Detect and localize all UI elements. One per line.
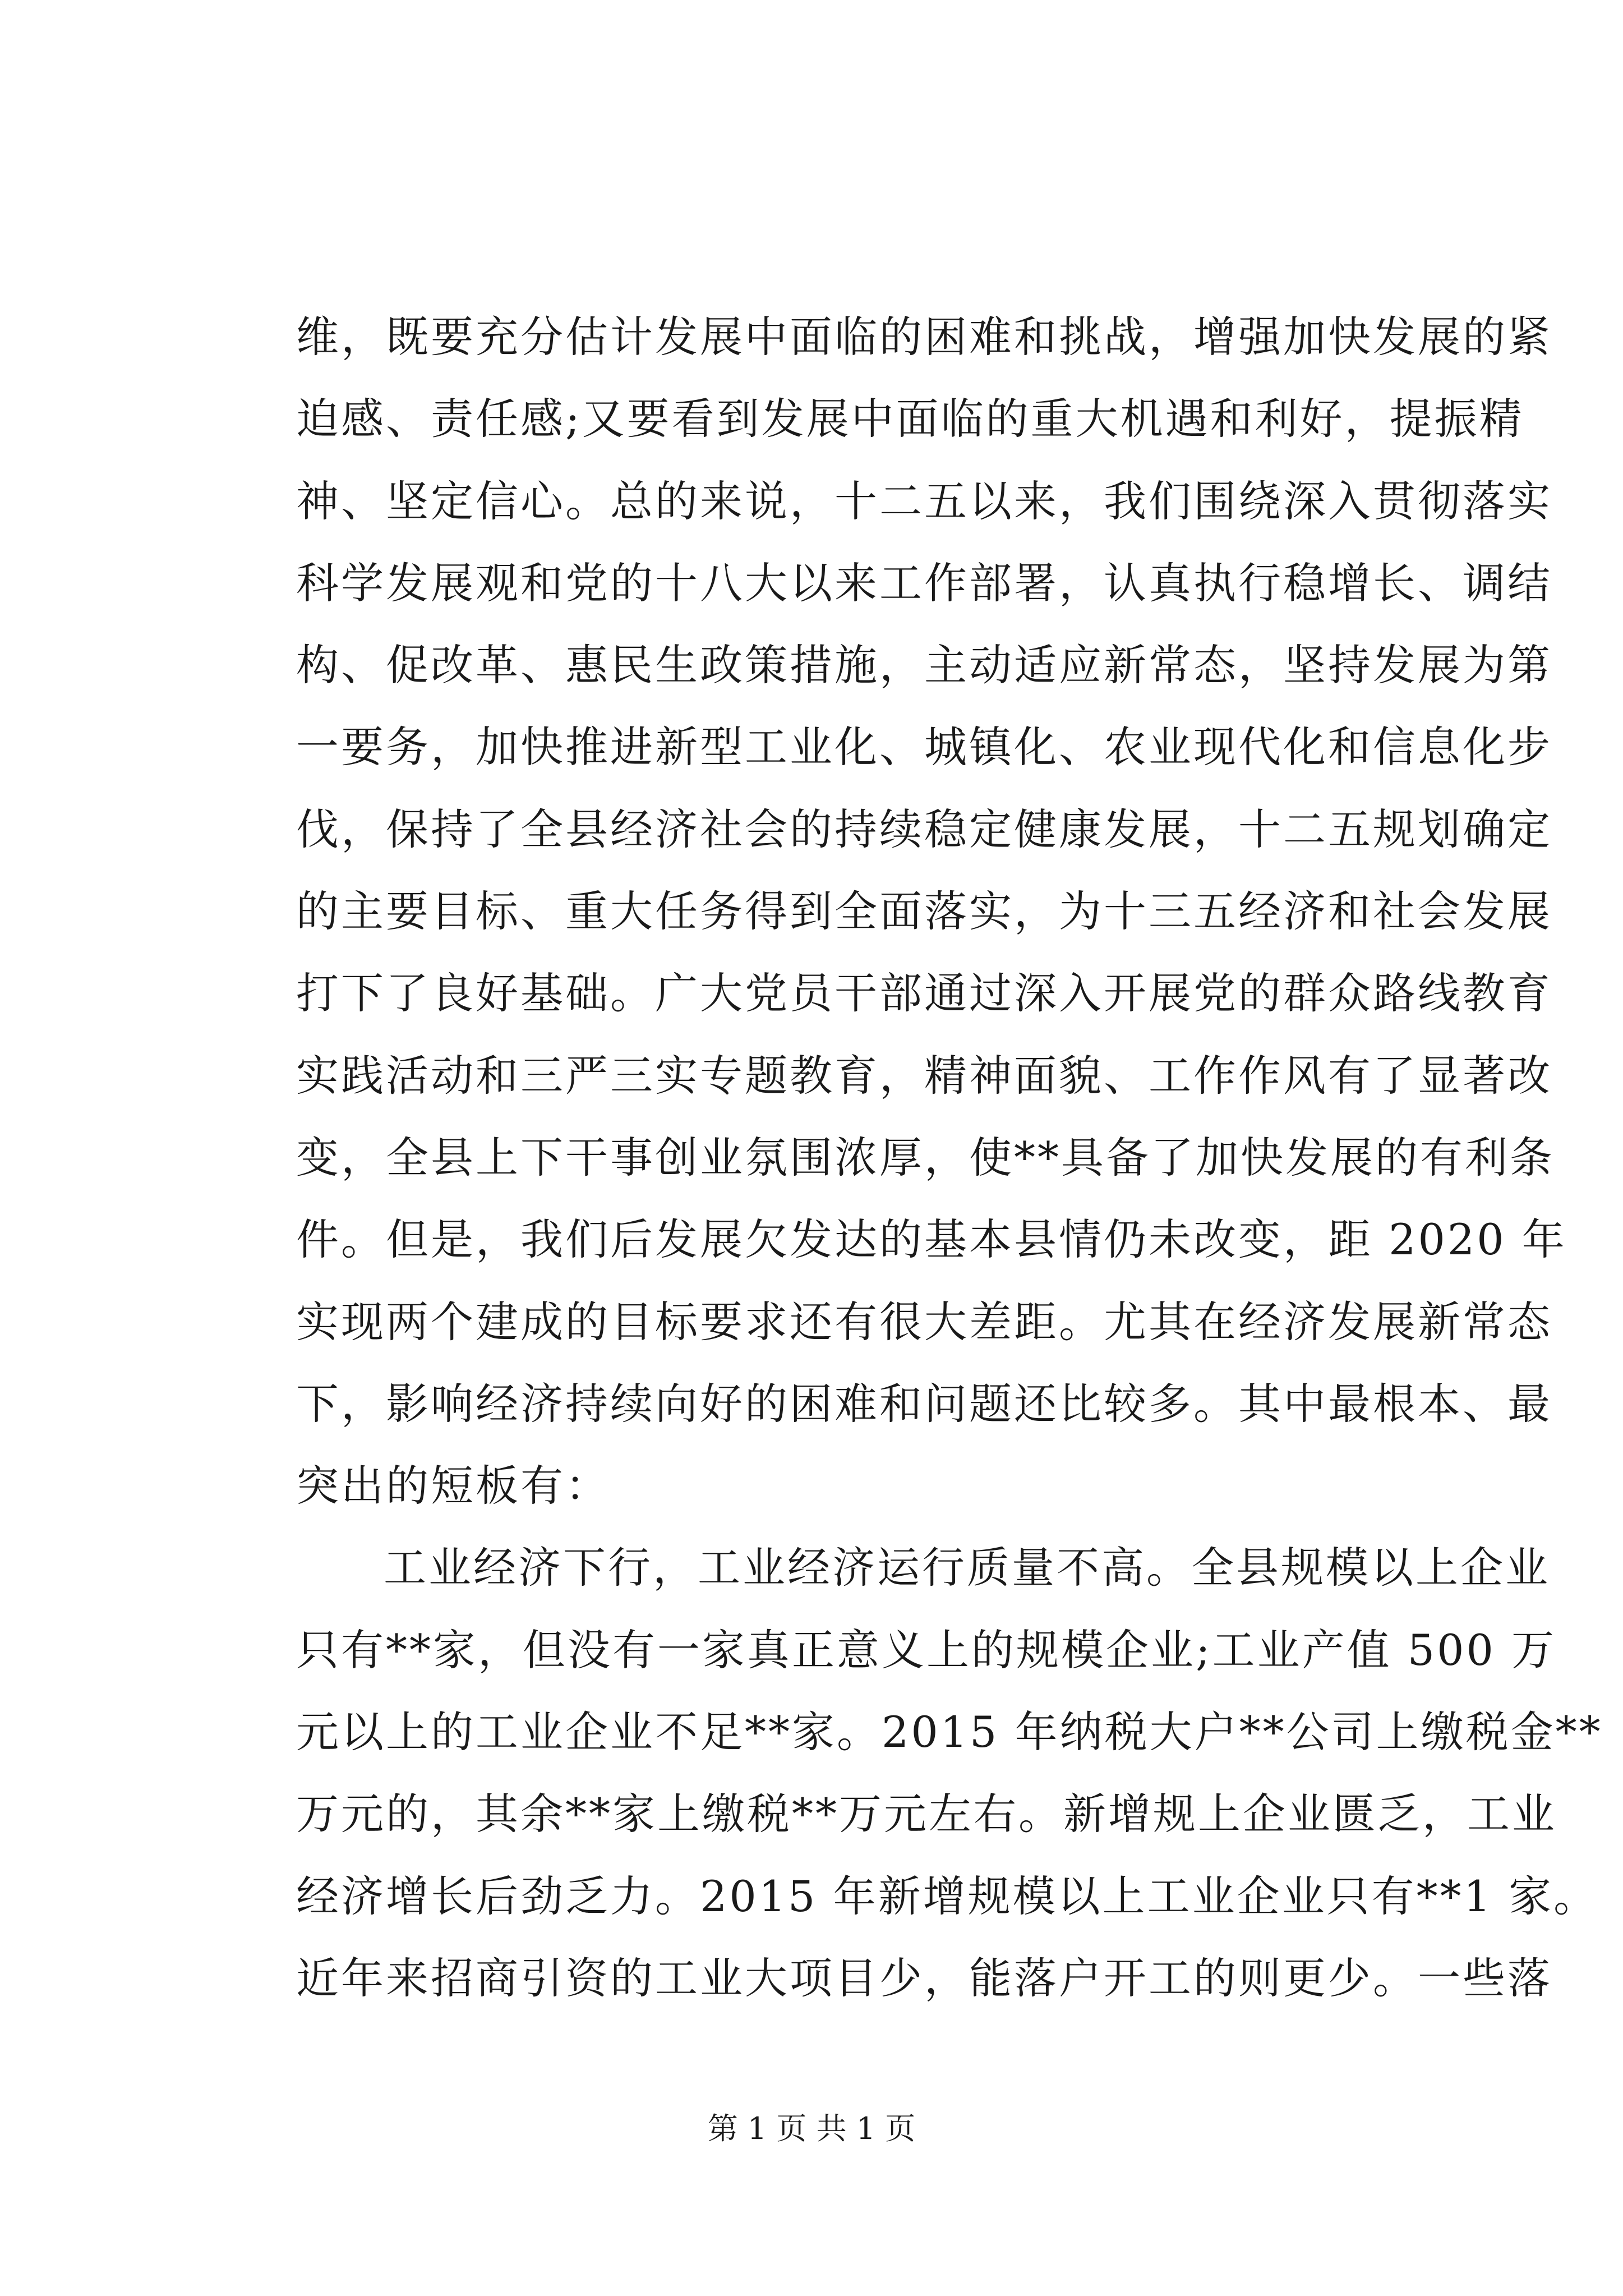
- paragraph-1: [296, 296, 1567, 1527]
- text-line: 突出的短板有：: [296, 1461, 610, 1511]
- text-line: 神、坚定信心。总的来说，十二五以来，我们围绕深入贯彻落实: [296, 476, 1552, 526]
- text-line: 打下了良好基础。广大党员干部通过深入开展党的群众路线教育: [296, 968, 1552, 1019]
- text-line: 一要务，加快推进新型工业化、城镇化、农业现代化和信息化步: [296, 722, 1552, 772]
- text-line: 下，影响经济持续向好的困难和问题还比较多。其中最根本、最: [296, 1378, 1552, 1429]
- paragraph-2: [296, 1527, 1603, 2019]
- page-number-label: 第 1 页 共 1 页: [707, 2111, 916, 2146]
- text-line: 变，全县上下干事创业氛围浓厚，使**具备了加快发展的有利条: [296, 1132, 1555, 1182]
- text-line: 经济增长后劲乏力。2015 年新增规模以上工业企业只有**1 家。: [296, 1871, 1599, 1921]
- text-line: 元以上的工业企业不足**家。2015 年纳税大户**公司上缴税金**: [296, 1707, 1603, 1757]
- text-line: 件。但是，我们后发展欠发达的基本县情仍未改变，距 2020 年: [296, 1214, 1567, 1265]
- body-text: [296, 296, 1603, 2019]
- text-line: 科学发展观和党的十八大以来工作部署，认真执行稳增长、调结: [296, 558, 1552, 608]
- text-line: 构、促改革、惠民生政策措施，主动适应新常态，坚持发展为第: [296, 640, 1552, 691]
- text-line: 的主要目标、重大任务得到全面落实，为十三五经济和社会发展: [296, 886, 1552, 937]
- text-line: 万元的，其余**家上缴税**万元左右。新增规上企业匮乏，工业: [296, 1789, 1557, 1839]
- text-line: 迫感、责任感;又要看到发展中面临的重大机遇和利好，提振精: [296, 394, 1524, 444]
- text-line: 实践活动和三严三实专题教育，精神面貌、工作作风有了显著改: [296, 1050, 1552, 1101]
- text-line: 工业经济下行，工业经济运行质量不高。全县规模以上企业: [384, 1543, 1550, 1593]
- page-footer: [0, 2109, 1623, 2148]
- text-line: 近年来招商引资的工业大项目少，能落户开工的则更少。一些落: [296, 1953, 1552, 2003]
- text-line: 伐，保持了全县经济社会的持续稳定健康发展，十二五规划确定: [296, 804, 1552, 854]
- text-line: 只有**家，但没有一家真正意义上的规模企业;工业产值 500 万: [296, 1625, 1556, 1675]
- text-line: 维，既要充分估计发展中面临的困难和挑战，增强加快发展的紧: [296, 312, 1552, 362]
- text-line: 实现两个建成的目标要求还有很大差距。尤其在经济发展新常态: [296, 1296, 1552, 1347]
